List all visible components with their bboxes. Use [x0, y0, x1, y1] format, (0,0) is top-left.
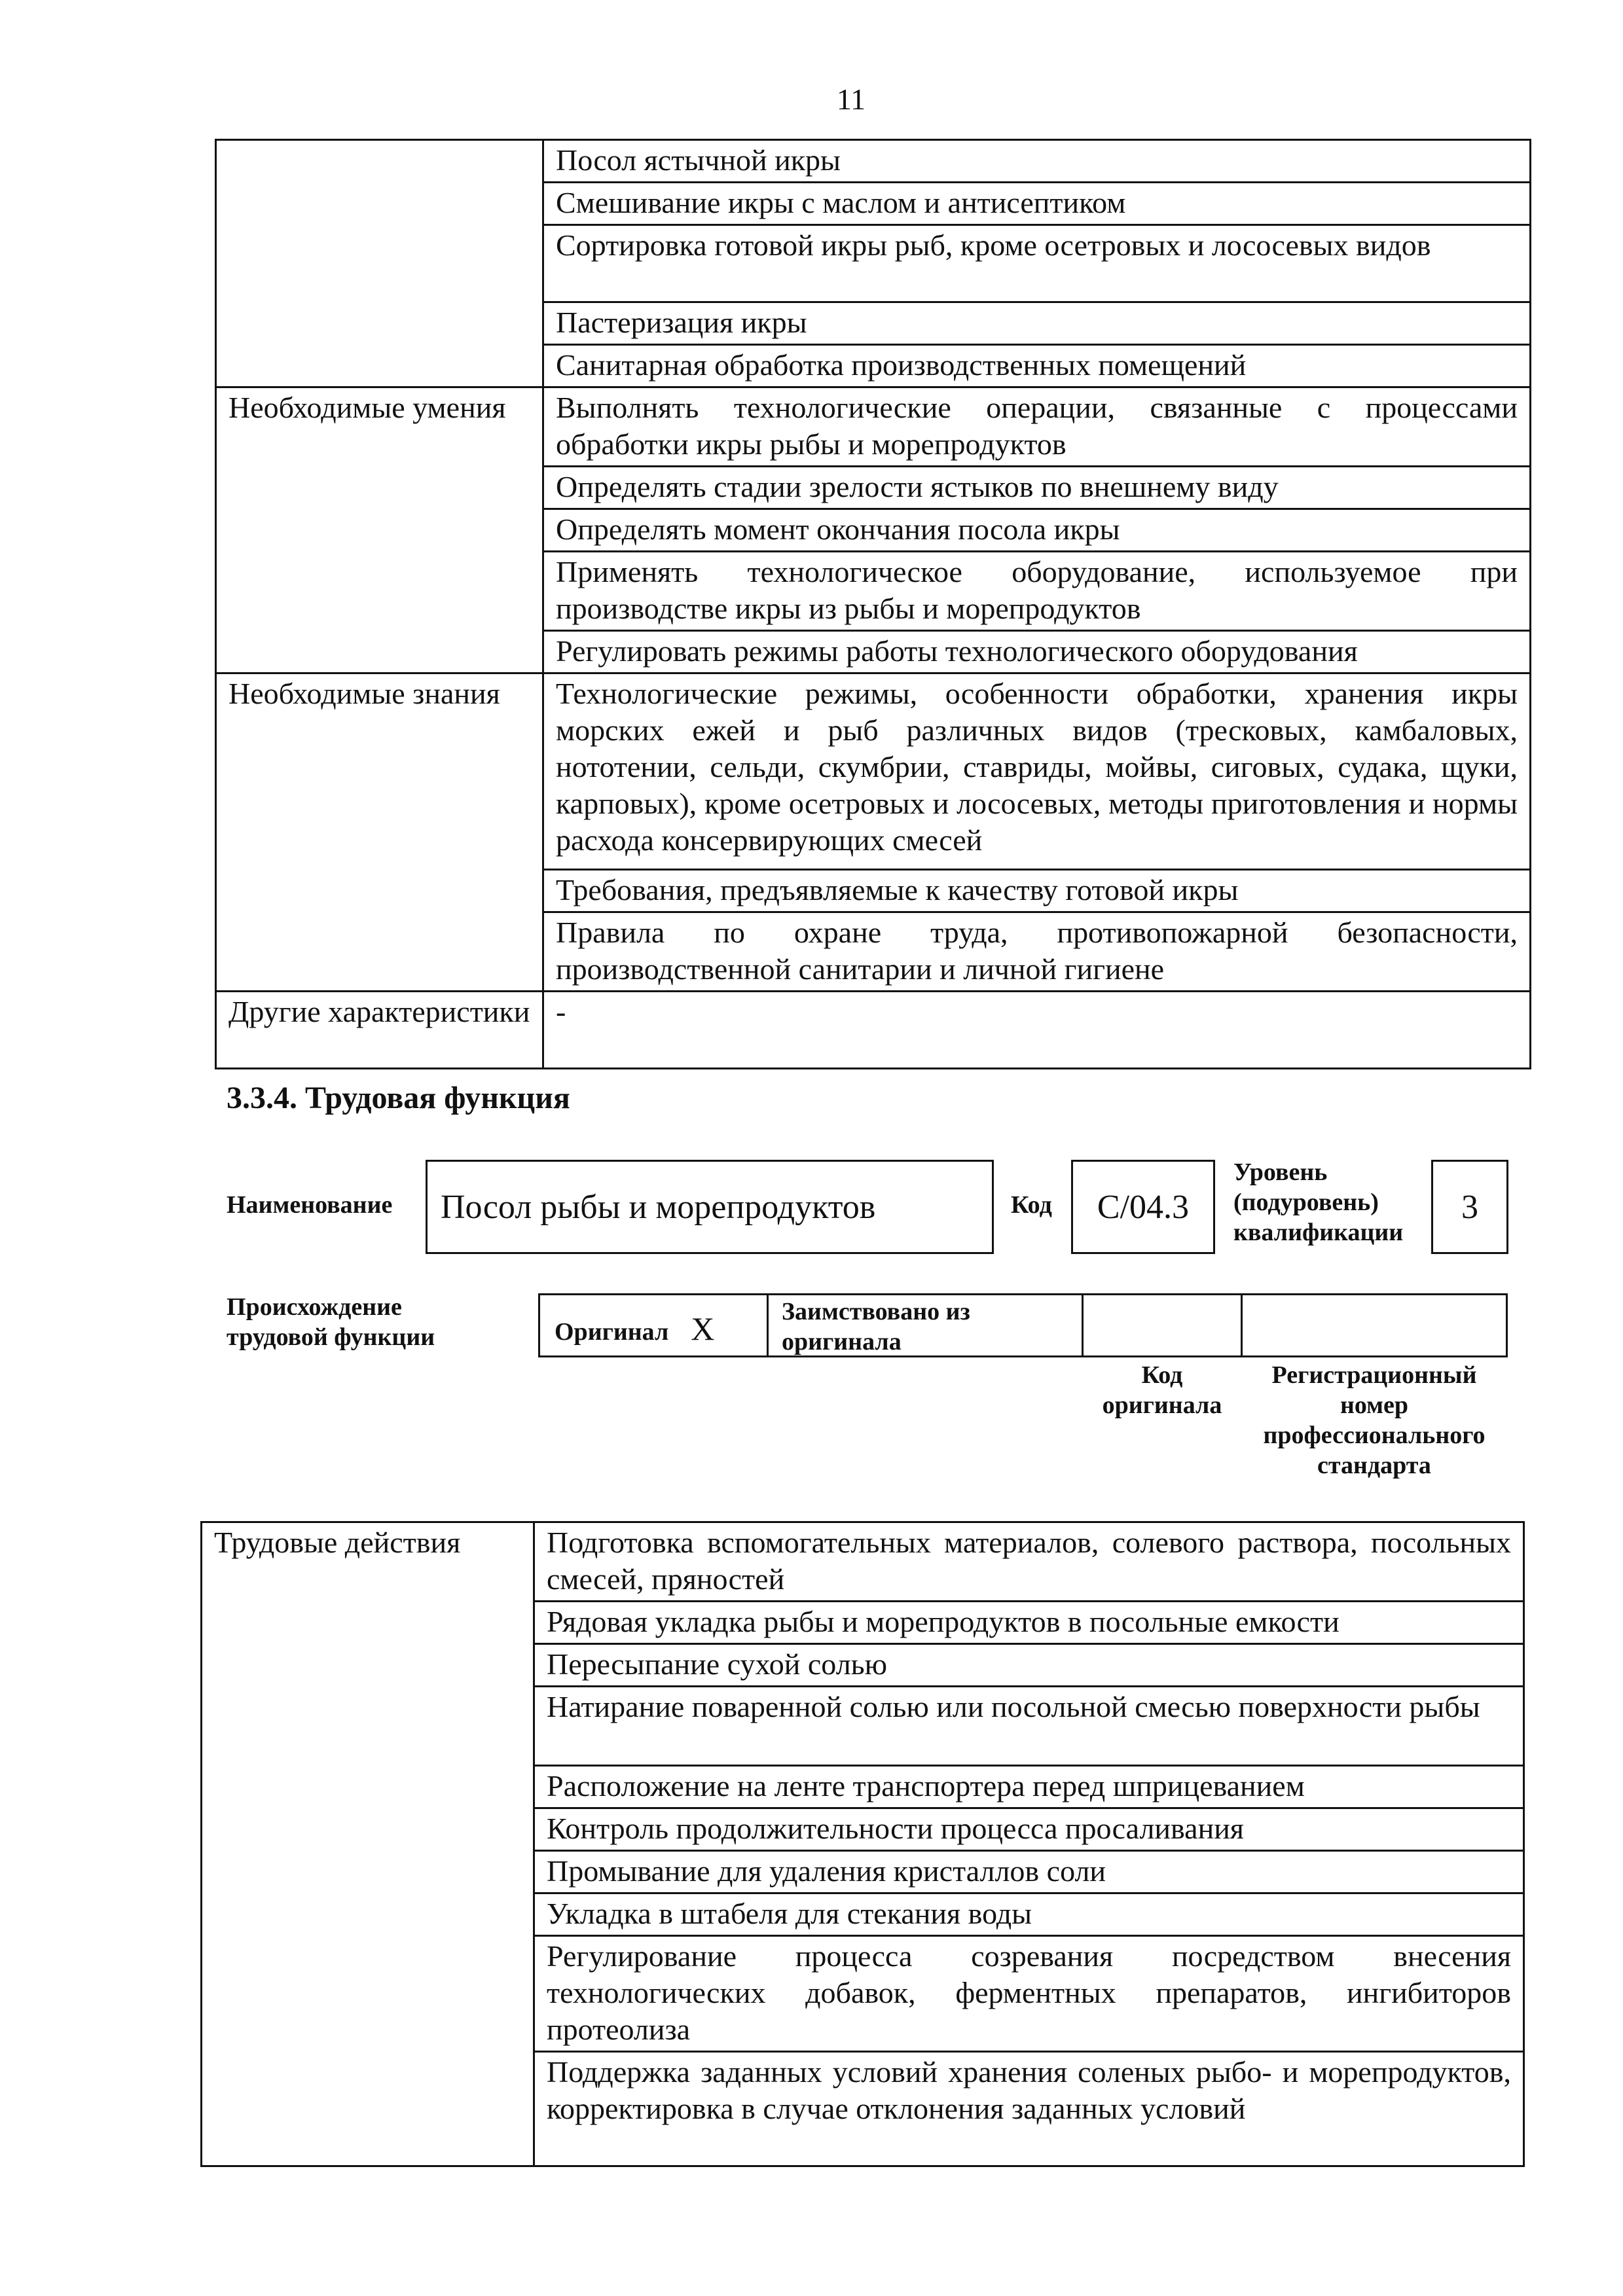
knowledge-label: Необходимые знания — [216, 673, 543, 992]
table-row: Сортировка готовой икры рыб, кроме осетровых и лососевых видов — [543, 225, 1531, 302]
page-number: 11 — [836, 82, 866, 116]
table-row: Требования, предъявляемые к качеству готовой икры — [543, 870, 1531, 912]
table-row: Применять технологическое оборудование, используемое при производстве икры из рыбы и морепродуктов — [543, 552, 1531, 631]
table-row: Посол ястычной икры — [543, 140, 1531, 183]
original-mark: X — [691, 1310, 715, 1347]
level-box — [1431, 1160, 1508, 1254]
actions-label: Трудовые действия — [202, 1522, 534, 2166]
code-box — [1071, 1160, 1215, 1254]
actions-table — [200, 1521, 1525, 2167]
table-row: Регулировать режимы работы технологического оборудования — [543, 631, 1531, 673]
original-label: Оригинал — [555, 1318, 669, 1346]
level-value: 3 — [1461, 1189, 1478, 1226]
table-row: Поддержка заданных условий хранения соленых рыбо- и морепродуктов, корректировка в случае отклонения заданных условий — [534, 2052, 1524, 2166]
name-value: Посол рыбы и морепродуктов — [441, 1189, 876, 1226]
table-row: Правила по охране труда, противопожарной безопасности, производственной санитарии и личной гигиене — [543, 912, 1531, 992]
code-label: Код — [1011, 1191, 1052, 1219]
table-row: Расположение на ленте транспортера перед шприцеванием — [534, 1766, 1524, 1808]
table-row: Смешивание икры с маслом и антисептиком — [543, 183, 1531, 225]
table-row: Определять стадии зрелости ястыков по внешнему виду — [543, 467, 1531, 509]
origin-borrowed-cell — [767, 1293, 1084, 1357]
table-row: Определять момент окончания посола икры — [543, 509, 1531, 552]
borrowed-label: Заимствовано из оригинала — [782, 1298, 970, 1355]
table-row: Пастеризация икры — [543, 302, 1531, 345]
table-row: Натирание поваренной солью или посольной смесью поверхности рыбы — [534, 1687, 1524, 1766]
table-row: Санитарная обработка производственных помещений — [543, 345, 1531, 387]
table-row: Укладка в штабеля для стекания воды — [534, 1893, 1524, 1936]
table-row: Пересыпание сухой солью — [534, 1644, 1524, 1687]
name-box — [426, 1160, 994, 1254]
table-row: Подготовка вспомогательных материалов, солевого раствора, посольных смесей, пряностей — [534, 1522, 1524, 1602]
reg-caption: Регистрационный номер профессионального стандарта — [1263, 1361, 1486, 1479]
origin-label: Происхождение трудовой функции — [227, 1293, 435, 1351]
other-label: Другие характеристики — [216, 992, 543, 1069]
table-row: Регулирование процесса созревания посредством внесения технологических добавок, ферментных препаратов, ингибиторов протеолиза — [534, 1936, 1524, 2052]
table-row: Промывание для удаления кристаллов соли — [534, 1851, 1524, 1893]
empty-label-cell — [216, 140, 543, 387]
section-title: 3.3.4. Трудовая функция — [227, 1081, 570, 1115]
origin-code-cell — [1082, 1293, 1243, 1357]
table-row: Рядовая укладка рыбы и морепродуктов в посольные емкости — [534, 1602, 1524, 1644]
origin-reg-cell — [1241, 1293, 1508, 1357]
other-value: - — [543, 992, 1531, 1069]
code-value: C/04.3 — [1097, 1189, 1190, 1226]
top-table — [215, 139, 1531, 1069]
level-label: Уровень (подуровень) квалификации — [1233, 1158, 1404, 1246]
skills-label: Необходимые умения — [216, 387, 543, 673]
name-label: Наименование — [227, 1191, 393, 1219]
table-row: Выполнять технологические операции, связанные с процессами обработки икры рыбы и морепродуктов — [543, 387, 1531, 467]
origin-original-cell — [538, 1293, 769, 1357]
table-row: Контроль продолжительности процесса просаливания — [534, 1808, 1524, 1851]
code-caption: Код оригинала — [1102, 1361, 1222, 1419]
table-row: Технологические режимы, особенности обработки, хранения икры морских ежей и рыб различных видов (тресковых, камбаловых, нототении, сельди, скумбрии, ставриды, мойвы, сиговых, судака, щуки, карповых), кроме осетровых и лососевых, методы приготовления и нормы расхода консервирующих смесей — [543, 673, 1531, 870]
